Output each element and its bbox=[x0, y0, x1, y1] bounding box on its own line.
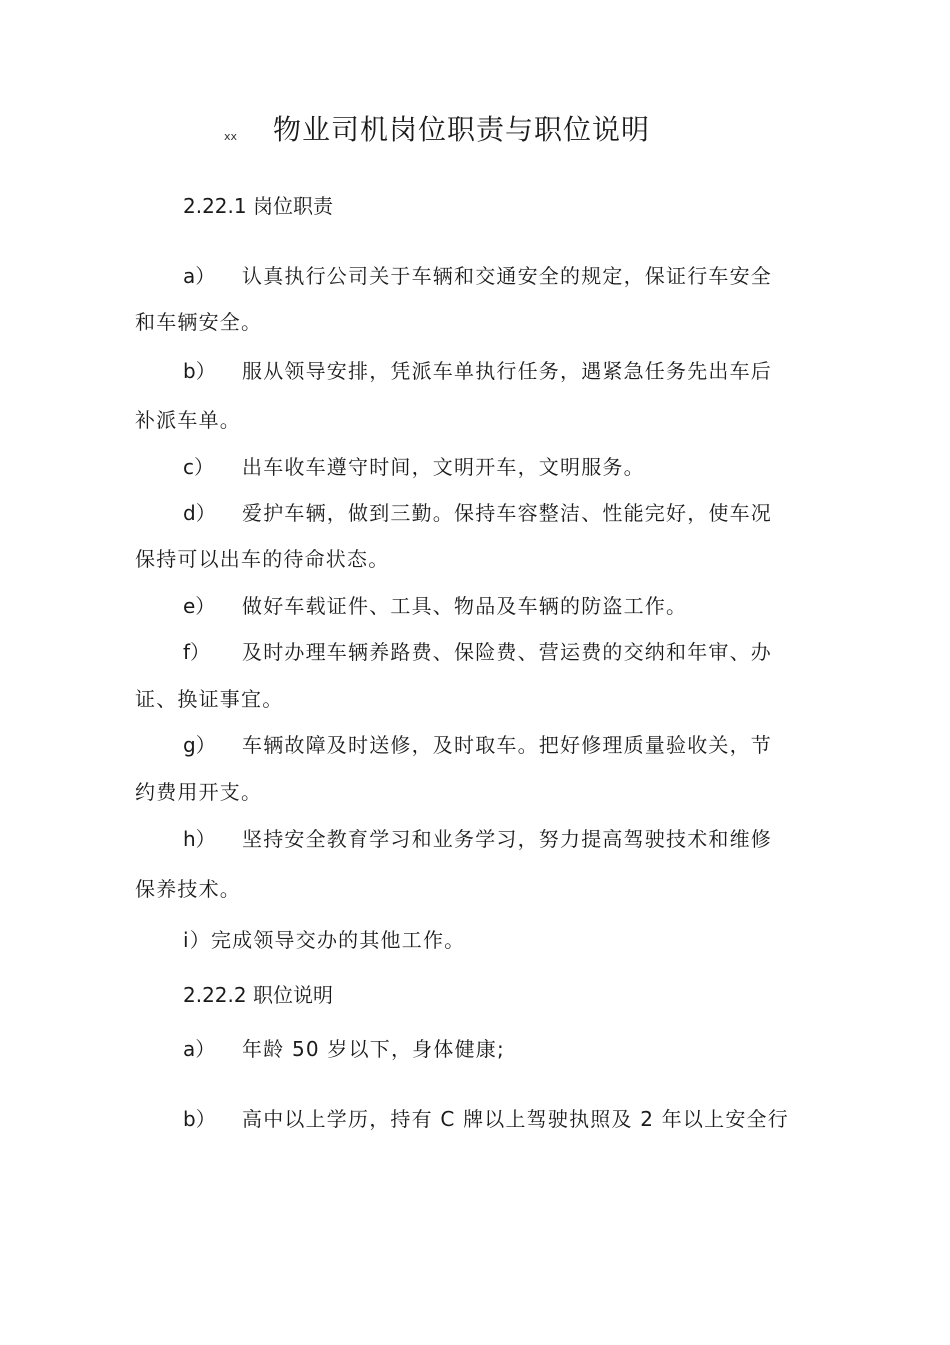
item-label-a: a） bbox=[183, 264, 216, 288]
item-text-i: i）完成领导交办的其他工作。 bbox=[183, 928, 466, 952]
page-title: 物业司机岗位职责与职位说明 bbox=[273, 113, 651, 146]
desc-label-a: a） bbox=[183, 1037, 216, 1061]
item-text-c-line1: 出车收车遵守时间，文明开车，文明服务。 bbox=[242, 455, 645, 479]
desc-text-a-line1: 年龄 50 岁以下，身体健康; bbox=[242, 1037, 505, 1061]
section-heading-description: 2.22.2 职位说明 bbox=[183, 983, 333, 1007]
item-text-a-line2: 和车辆安全。 bbox=[135, 310, 263, 334]
item-text-a-line1: 认真执行公司关于车辆和交通安全的规定，保证行车安全 bbox=[242, 264, 772, 288]
item-text-e-line1: 做好车载证件、工具、物品及车辆的防盗工作。 bbox=[242, 594, 688, 618]
item-text-d-line1: 爱护车辆，做到三勤。保持车容整洁、性能完好，使车况 bbox=[242, 501, 772, 525]
item-text-f-line1: 及时办理车辆养路费、保险费、营运费的交纳和年审、办 bbox=[242, 640, 772, 664]
item-text-f-line2: 证、换证事宜。 bbox=[135, 687, 284, 711]
item-label-e: e） bbox=[183, 594, 216, 618]
item-label-g: g） bbox=[183, 733, 216, 757]
item-text-g-line1: 车辆故障及时送修，及时取车。把好修理质量验收关，节 bbox=[242, 733, 772, 757]
item-text-g-line2: 约费用开支。 bbox=[135, 780, 263, 804]
item-text-h-line1: 坚持安全教育学习和业务学习，努力提高驾驶技术和维修 bbox=[242, 827, 772, 851]
item-label-b: b） bbox=[183, 359, 216, 383]
desc-label-b: b） bbox=[183, 1107, 216, 1131]
item-text-b-line2: 补派车单。 bbox=[135, 408, 241, 432]
item-text-h-line2: 保养技术。 bbox=[135, 877, 241, 901]
item-label-d: d） bbox=[183, 501, 216, 525]
item-label-f: f） bbox=[183, 640, 211, 664]
section-heading-duties: 2.22.1 岗位职责 bbox=[183, 194, 333, 218]
item-text-b-line1: 服从领导安排，凭派车单执行任务，遇紧急任务先出车后 bbox=[242, 359, 772, 383]
title-prefix: xx bbox=[224, 130, 238, 143]
item-label-h: h） bbox=[183, 827, 216, 851]
desc-text-b-line1: 高中以上学历，持有 C 牌以上驾驶执照及 2 年以上安全行 bbox=[242, 1107, 789, 1131]
item-label-c: c） bbox=[183, 455, 214, 479]
item-text-d-line2: 保持可以出车的待命状态。 bbox=[135, 547, 390, 571]
